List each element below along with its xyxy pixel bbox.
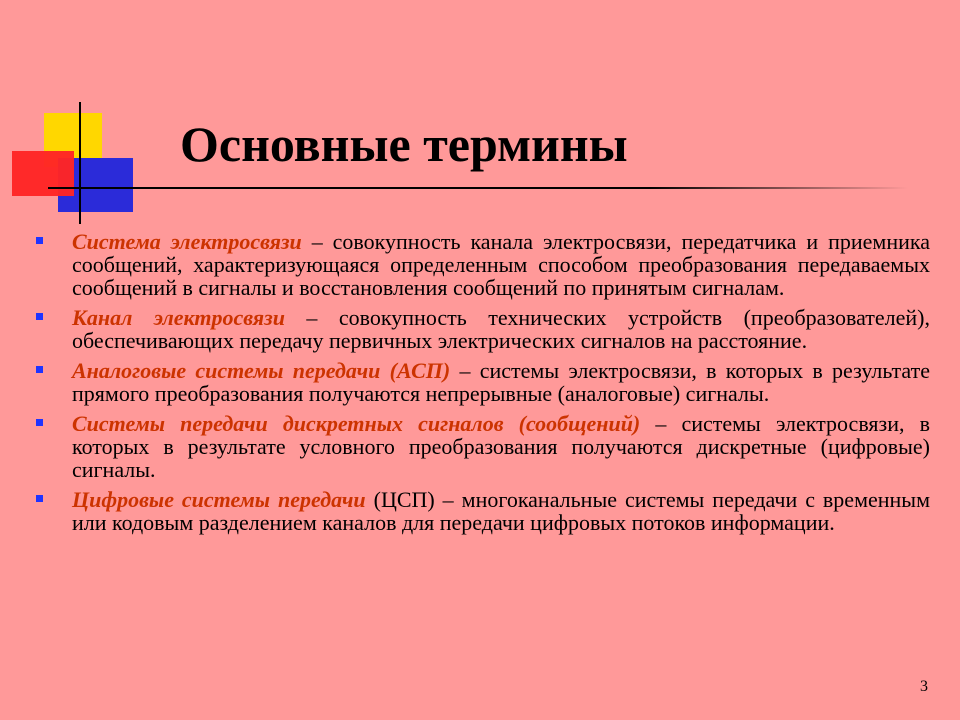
- term-name: Системы передачи дискретных сигналов (сообщений): [72, 411, 641, 436]
- page-number: 3: [920, 678, 928, 695]
- terms-list: [34, 230, 930, 541]
- term-definition: (ЦСП) – многоканальные системы передачи с временным или кодовым разделением каналов для передачи цифровых потоков информации.: [72, 487, 931, 535]
- bullet-square-icon: [36, 419, 43, 426]
- bullet-square-icon: [36, 237, 43, 244]
- list-item: [34, 359, 930, 405]
- list-item: [34, 306, 930, 352]
- bullet-square-icon: [36, 313, 43, 320]
- term-definition: – системы электросвязи, в которых в результате прямого преобразования получаются непрерывные (аналоговые) сигналы.: [72, 358, 930, 406]
- term-name: Цифровые системы передачи: [72, 487, 366, 512]
- term-definition: – совокупность технических устройств (преобразователей), обеспечивающих передачу первичных электрических сигналов на расстояние.: [72, 305, 930, 353]
- term-definition: – системы электросвязи, в которых в результате условного преобразования получаются дискретные (цифровые) сигналы.: [72, 411, 930, 482]
- list-item: [34, 230, 930, 299]
- term-name: Система электросвязи: [72, 229, 302, 254]
- term-name: Канал электросвязи: [72, 305, 285, 330]
- title-underline: [48, 187, 908, 189]
- list-item: [34, 412, 930, 481]
- slide-title: Основные термины: [180, 116, 628, 172]
- list-item: [34, 488, 930, 534]
- term-name: Аналоговые системы передачи (АСП): [72, 358, 451, 383]
- logo-square-red: [12, 151, 74, 196]
- term-definition: – совокупность канала электросвязи, передатчика и приемника сообщений, характеризующаяся определенным способом преобразования передаваемых сообщений в сигналы и восстановления сообщений по принятым сигналам.: [72, 229, 930, 300]
- bullet-square-icon: [36, 366, 43, 373]
- logo-vertical-line: [79, 102, 81, 224]
- bullet-square-icon: [36, 495, 43, 502]
